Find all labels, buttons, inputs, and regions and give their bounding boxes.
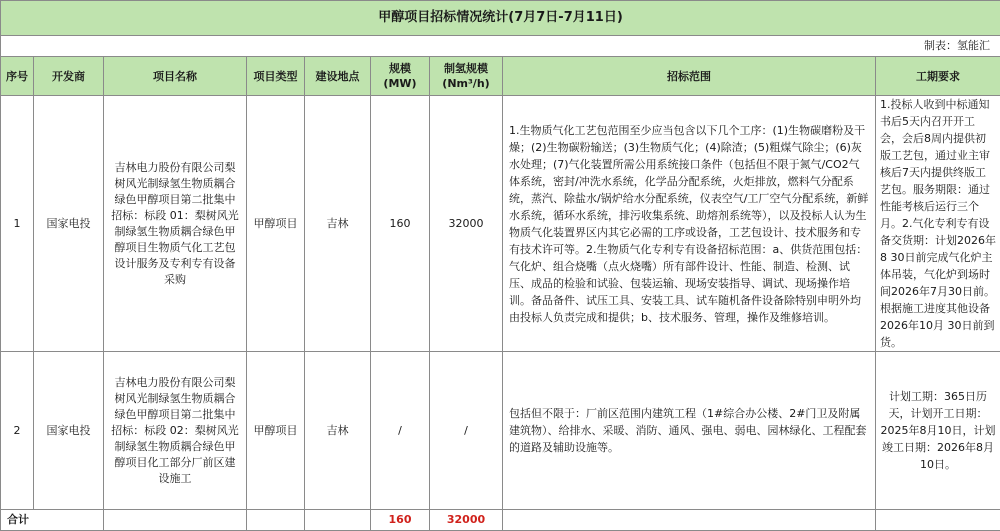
cell-developer: 国家电投	[34, 96, 104, 352]
total-empty	[247, 510, 305, 531]
total-row	[1, 510, 1000, 531]
maker-note: 制表：氢能汇	[1, 36, 1000, 57]
header-developer: 开发商	[34, 57, 104, 96]
table-row	[1, 96, 1000, 352]
cell-seq: 2	[1, 352, 34, 510]
table-row	[1, 352, 1000, 510]
total-empty	[876, 510, 1000, 531]
cell-period: 1.投标人收到中标通知书后5天内召开开工会，会后8周内提供初版工艺包，通过业主审核后7天内提供终版工艺包。服务期限：通过性能考核后运行三个月。2.气化专利专有设备交货期：计划2026年8 30日前完成气化炉主体吊装，气化炉到场时间2026年7月30日前。根据施工进度其他设备2026年10月 30日前到货。	[876, 96, 1000, 352]
header-row	[1, 57, 1000, 96]
header-location: 建设地点	[305, 57, 371, 96]
header-scale-line2: (MW)	[383, 77, 416, 90]
header-scope: 招标范围	[503, 57, 876, 96]
cell-seq: 1	[1, 96, 34, 352]
total-empty	[305, 510, 371, 531]
total-label: 合计	[1, 510, 104, 531]
cell-location: 吉林	[305, 352, 371, 510]
total-scale: 160	[371, 510, 430, 531]
header-hydrogen-line1: 制氢规模	[444, 62, 488, 75]
cell-scale: 160	[371, 96, 430, 352]
header-scale-line1: 规模	[389, 62, 411, 75]
cell-project-type: 甲醇项目	[247, 352, 305, 510]
cell-scale: /	[371, 352, 430, 510]
total-empty	[104, 510, 247, 531]
header-project-name: 项目名称	[104, 57, 247, 96]
cell-developer: 国家电投	[34, 352, 104, 510]
total-hydrogen: 32000	[430, 510, 503, 531]
header-period: 工期要求	[876, 57, 1000, 96]
header-hydrogen	[430, 57, 503, 96]
header-project-type: 项目类型	[247, 57, 305, 96]
table-title: 甲醇项目招标情况统计(7月7日-7月11日)	[1, 1, 1000, 36]
cell-hydrogen: /	[430, 352, 503, 510]
cell-scope: 1.生物质气化工艺包范围至少应当包含以下几个工序：(1)生物碳磨粉及干燥；(2)生物碳粉输送；(3)生物质气化；(4)除渣；(5)粗煤气除尘；(6)灰水处理；(7)气化装置所需公用系统接口条件（包括但不限于氮气/CO2气体系统，密封/冲洗水系统，化学品分配系统，火炬排放，燃料气分配系统，蒸汽、除盐水/锅炉给水分配系统，仪表空气/工厂空气分配系统，新鲜水系统，循环水系统，排污收集系统、助熔剂系统等），以及投标人认为生物质气化装置界区内其它必需的工序或设备，工艺包设计、技术服务和专有技术许可等。2.生物质气化专利专有设备招标范围：a、供货范围包括：气化炉、组合烧嘴（点火烧嘴）所有部件设计、性能、制造、检测、试压、成品的检验和试验、包装运输、现场安装指导、调试、现场操作培训。备品备件、试压工具、安装工具、试车随机备件设备除特别申明外均由投标人负责完成和提供；b、技术服务、管理，操作及维修培训。	[503, 96, 876, 352]
cell-period: 计划工期：365日历天，计划开工日期：2025年8月10日，计划竣工日期：2026年8月10日。	[876, 352, 1000, 510]
cell-project-name: 吉林电力股份有限公司梨树风光制绿氢生物质耦合绿色甲醇项目第二批集中招标：标段 01：梨树风光制绿氢生物质耦合绿色甲醇项目生物质气化工艺包设计服务及专利专有设备采购	[104, 96, 247, 352]
cell-project-type: 甲醇项目	[247, 96, 305, 352]
cell-hydrogen: 32000	[430, 96, 503, 352]
header-seq: 序号	[1, 57, 34, 96]
total-empty	[503, 510, 876, 531]
cell-scope: 包括但不限于：厂前区范围内建筑工程（1#综合办公楼、2#门卫及附属建筑物）、给排水、采暖、消防、通风、强电、弱电、园林绿化、工程配套的道路及辅助设施等。	[503, 352, 876, 510]
header-scale	[371, 57, 430, 96]
cell-location: 吉林	[305, 96, 371, 352]
header-hydrogen-line2: (Nm³/h)	[442, 77, 489, 90]
cell-project-name: 吉林电力股份有限公司梨树风光制绿氢生物质耦合绿色甲醇项目第二批集中招标：标段 02：梨树风光制绿氢生物质耦合绿色甲醇项目化工部分厂前区建设施工	[104, 352, 247, 510]
